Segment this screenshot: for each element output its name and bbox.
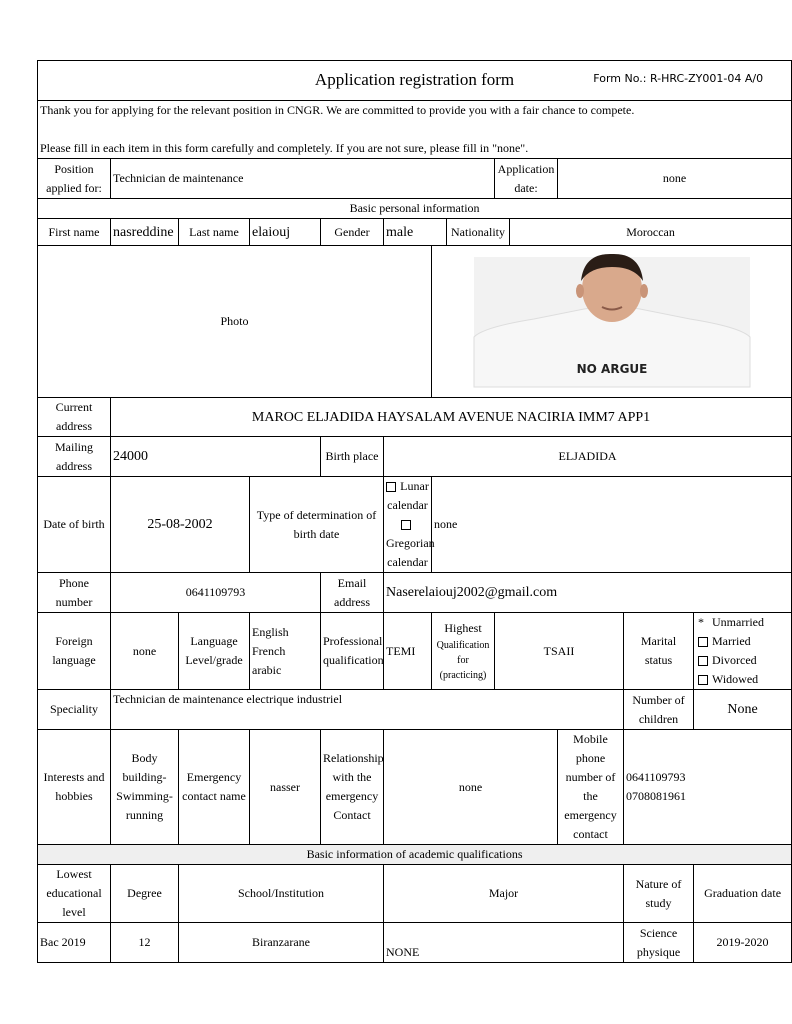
divorced-checkbox[interactable] bbox=[698, 656, 708, 666]
marital-option-married[interactable]: Married bbox=[696, 632, 789, 651]
academic-header-level: Lowest educational level bbox=[38, 865, 111, 923]
marital-option-divorced[interactable]: Divorced bbox=[696, 651, 789, 670]
last-name-label: Last name bbox=[179, 219, 250, 246]
children-value[interactable]: None bbox=[694, 690, 792, 730]
highest-qualification-value[interactable]: TSAII bbox=[495, 613, 624, 690]
foreign-language-label: Foreign language bbox=[38, 613, 111, 690]
position-label: Position applied for: bbox=[38, 159, 111, 199]
academic-graduation-value[interactable]: 2019-2020 bbox=[694, 923, 792, 963]
email-label: Email address bbox=[321, 573, 384, 613]
academic-nature-value[interactable]: Science physique bbox=[624, 923, 694, 963]
emergency-contact-value[interactable]: nasser bbox=[250, 730, 321, 845]
birth-date-type-value[interactable]: none bbox=[432, 477, 792, 573]
intro-line-2: Please fill in each item in this form carefully and completely. If you are not sure, please fill in "none". bbox=[40, 141, 529, 155]
emergency-mobile-value[interactable] bbox=[624, 730, 792, 845]
dob-value[interactable]: 25-08-2002 bbox=[111, 477, 250, 573]
application-date-label: Application date: bbox=[495, 159, 558, 199]
widowed-checkbox[interactable] bbox=[698, 675, 708, 685]
lunar-label: Lunar calendar bbox=[387, 479, 429, 512]
academic-header-graduation: Graduation date bbox=[694, 865, 792, 923]
marital-option-widowed[interactable]: Widowed bbox=[696, 670, 789, 689]
gender-label: Gender bbox=[321, 219, 384, 246]
married-checkbox[interactable] bbox=[698, 637, 708, 647]
applicant-photo bbox=[474, 257, 750, 387]
form-title: Application registration form bbox=[314, 70, 515, 89]
interests-label: Interests and hobbies bbox=[38, 730, 111, 845]
academic-degree-value[interactable]: 12 bbox=[111, 923, 179, 963]
professional-qualification-label: Professional qualification bbox=[321, 613, 384, 690]
emergency-contact-label: Emergency contact name bbox=[179, 730, 250, 845]
academic-header-degree: Degree bbox=[111, 865, 179, 923]
first-name-label: First name bbox=[38, 219, 111, 246]
academic-section-header: Basic information of academic qualifications bbox=[38, 845, 792, 865]
email-value[interactable]: Naserelaiouj2002@gmail.com bbox=[384, 573, 792, 613]
dob-label: Date of birth bbox=[38, 477, 111, 573]
relationship-value[interactable]: none bbox=[384, 730, 558, 845]
birth-place-label: Birth place bbox=[321, 437, 384, 477]
highest-label-line3: for (practicing) bbox=[439, 655, 487, 681]
lunar-checkbox[interactable] bbox=[386, 482, 396, 492]
birth-date-type-label: Type of determination of birth date bbox=[250, 477, 384, 573]
table-row bbox=[38, 923, 792, 963]
professional-qualification-value[interactable]: TEMI bbox=[384, 613, 432, 690]
basic-info-section-header: Basic personal information bbox=[38, 199, 792, 219]
language-item: French bbox=[252, 643, 286, 658]
mailing-address-label: Mailing address bbox=[38, 437, 111, 477]
phone-label: Phone number bbox=[38, 573, 111, 613]
emergency-mobile-label: Mobile phone number of the emergency contact bbox=[558, 730, 624, 845]
gregorian-checkbox[interactable] bbox=[401, 520, 411, 530]
highest-label-line2: Qualification bbox=[436, 640, 490, 651]
form-number: Form No.: R-HRC-ZY001-04 A/0 bbox=[593, 72, 764, 85]
academic-header-major: Major bbox=[384, 865, 624, 923]
marital-option-unmarried[interactable]: * Unmarried bbox=[696, 613, 789, 632]
nationality-label: Nationality bbox=[447, 219, 510, 246]
children-label: Number of children bbox=[624, 690, 694, 730]
academic-header-school: School/Institution bbox=[179, 865, 384, 923]
foreign-language-value[interactable]: none bbox=[111, 613, 179, 690]
academic-header-nature: Nature of study bbox=[624, 865, 694, 923]
nationality-value[interactable]: Moroccan bbox=[510, 219, 792, 246]
application-form bbox=[37, 60, 792, 963]
current-address-label: Current address bbox=[38, 398, 111, 437]
photo-cell bbox=[432, 246, 792, 398]
last-name-value[interactable]: elaiouj bbox=[250, 219, 321, 246]
emergency-mobile-2: 0708081961 bbox=[626, 789, 686, 803]
language-list[interactable] bbox=[250, 613, 321, 690]
mailing-address-value[interactable]: 24000 bbox=[111, 437, 321, 477]
photo-label: Photo bbox=[38, 246, 432, 398]
language-level-label: Language Level/grade bbox=[179, 613, 250, 690]
application-date-value[interactable]: none bbox=[558, 159, 792, 199]
birth-place-value[interactable]: ELJADIDA bbox=[384, 437, 792, 477]
highest-qualification-label bbox=[432, 613, 495, 690]
intro-line-1: Thank you for applying for the relevant position in CNGR. We are committed to provide you with a fair chance to compete. bbox=[40, 103, 635, 117]
relationship-label: Relationship with the emergency Contact bbox=[321, 730, 384, 845]
form-header bbox=[38, 61, 792, 101]
language-item: English bbox=[252, 624, 289, 639]
current-address-value[interactable]: MAROC ELJADIDA HAYSALAM AVENUE NACIRIA IMM7 APP1 bbox=[111, 398, 792, 437]
language-item: arabic bbox=[252, 662, 282, 677]
phone-value[interactable]: 0641109793 bbox=[111, 573, 321, 613]
marital-status-options bbox=[694, 613, 792, 690]
gregorian-label: Gregorian calendar bbox=[386, 536, 435, 569]
academic-level-value[interactable]: Bac 2019 bbox=[38, 923, 111, 963]
speciality-value[interactable]: Technician de maintenance electrique industriel bbox=[111, 690, 624, 730]
photo-shirt-text: NO ARGUE bbox=[576, 361, 647, 376]
academic-major-value[interactable]: NONE bbox=[384, 923, 624, 963]
lunar-option[interactable] bbox=[386, 477, 429, 515]
first-name-value[interactable]: nasreddine bbox=[111, 219, 179, 246]
intro-text bbox=[38, 101, 792, 159]
calendar-options bbox=[384, 477, 435, 573]
gregorian-option[interactable] bbox=[386, 515, 435, 572]
emergency-mobile-1: 0641109793 bbox=[626, 770, 686, 784]
gender-value[interactable]: male bbox=[384, 219, 447, 246]
academic-school-value[interactable]: Biranzarane bbox=[179, 923, 384, 963]
speciality-label: Speciality bbox=[38, 690, 111, 730]
highest-label-line1: Highest bbox=[444, 621, 482, 635]
selected-mark: * bbox=[698, 615, 704, 629]
marital-status-label: Marital status bbox=[624, 613, 694, 690]
position-value[interactable]: Technician de maintenance bbox=[111, 159, 495, 199]
interests-value[interactable]: Body building-Swimming-running bbox=[111, 730, 179, 845]
